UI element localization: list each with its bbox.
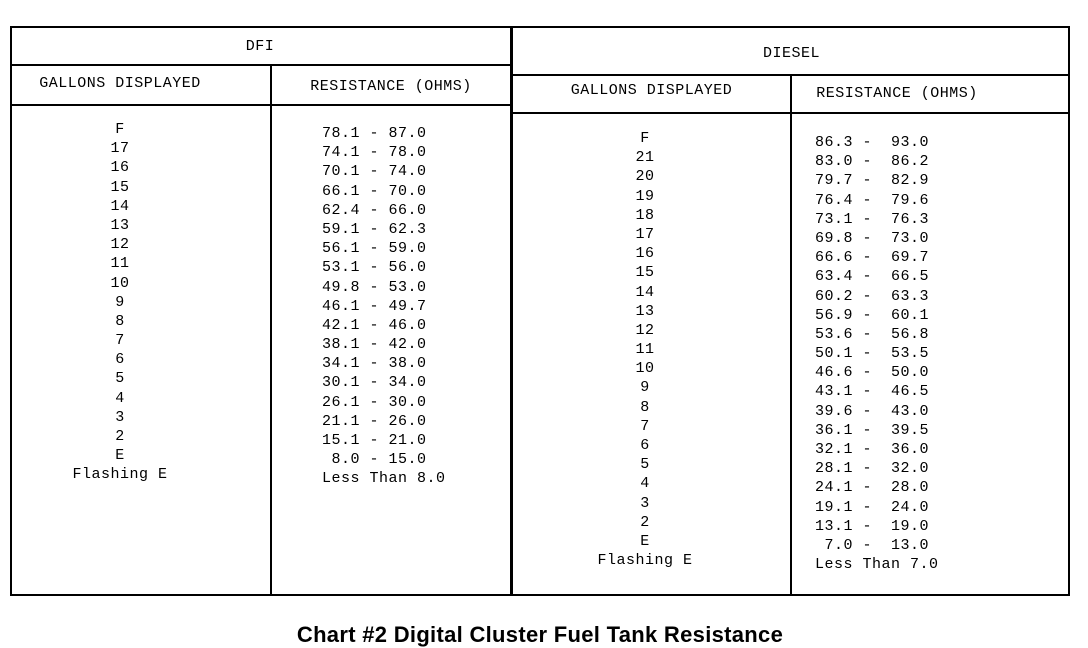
dfi-resistance-cell: 56.1 - 59.0 — [322, 240, 427, 258]
diesel-column-divider — [790, 74, 792, 596]
dfi-gallons-cell: 6 — [115, 351, 125, 369]
dfi-gallons-cell: 9 — [115, 293, 125, 311]
dfi-resistance-column — [322, 124, 502, 489]
dfi-gallons-cell: 13 — [110, 216, 130, 234]
diesel-resistance-cell: 39.6 - 43.0 — [815, 402, 930, 420]
diesel-resistance-cell: 43.1 - 46.5 — [815, 383, 930, 401]
table-border-top — [10, 26, 1070, 28]
diesel-title: DIESEL — [762, 45, 820, 62]
dfi-gallons-cell: 12 — [110, 236, 130, 254]
dfi-resistance-cell: 34.1 - 38.0 — [322, 355, 427, 373]
diesel-resistance-cell: 56.9 - 60.1 — [815, 306, 930, 324]
diesel-resistance-cell: 50.1 - 53.5 — [815, 345, 930, 363]
dfi-resistance-cell: 42.1 - 46.0 — [322, 316, 427, 334]
diesel-resistance-cell: 69.8 - 73.0 — [815, 229, 930, 247]
dfi-gallons-cell: 15 — [110, 178, 130, 196]
diesel-resistance-cell: 53.6 - 56.8 — [815, 325, 930, 343]
diesel-resistance-cell: 86.3 - 93.0 — [815, 134, 930, 151]
diesel-gallons-cell: 15 — [635, 264, 655, 282]
dfi-resistance-cell: 59.1 - 62.3 — [322, 220, 427, 238]
dfi-gallons-cell: 16 — [110, 159, 130, 177]
dfi-resistance-header: RESISTANCE (OHMS) — [310, 78, 472, 95]
diesel-gallons-column — [575, 129, 715, 570]
dfi-resistance-cell: 53.1 - 56.0 — [322, 259, 427, 277]
diesel-resistance-cell: 36.1 - 39.5 — [815, 421, 930, 439]
diesel-gallons-cell: 14 — [635, 283, 655, 301]
diesel-gallons-cell: 13 — [635, 302, 655, 320]
diesel-gallons-cell: Flashing E — [597, 552, 693, 570]
dfi-gallons-cell: 5 — [115, 370, 125, 388]
diesel-gallons-cell: 5 — [640, 456, 650, 474]
dfi-header-rule — [10, 104, 510, 106]
diesel-resistance-cell: 76.4 - 79.6 — [815, 191, 930, 209]
dfi-resistance-cell: 70.1 - 74.0 — [322, 163, 427, 181]
dfi-gallons-cell: 4 — [115, 389, 125, 407]
diesel-gallons-cell: 18 — [635, 206, 655, 224]
diesel-gallons-cell: 16 — [635, 245, 655, 263]
table-border-left — [10, 26, 12, 596]
dfi-gallons-cell: Flashing E — [72, 466, 168, 484]
diesel-resistance-cell: 19.1 - 24.0 — [815, 498, 930, 516]
dfi-resistance-cell: 78.1 - 87.0 — [322, 125, 427, 142]
diesel-gallons-cell: 8 — [640, 398, 650, 416]
dfi-gallons-cell: 7 — [115, 332, 125, 350]
diesel-resistance-cell: 7.0 - 13.0 — [815, 536, 930, 554]
diesel-gallons-cell: 10 — [635, 360, 655, 378]
dfi-resistance-cell: 30.1 - 34.0 — [322, 374, 427, 392]
dfi-resistance-cell: 26.1 - 30.0 — [322, 393, 427, 411]
dfi-gallons-cell: 3 — [115, 408, 125, 426]
diesel-gallons-cell: 20 — [635, 168, 655, 186]
table-border-bottom — [10, 594, 1070, 596]
diesel-resistance-cell: 28.1 - 32.0 — [815, 460, 930, 478]
diesel-resistance-cell: 32.1 - 36.0 — [815, 441, 930, 458]
diesel-gallons-cell: 4 — [640, 475, 650, 493]
dfi-gallons-cell: E — [115, 447, 125, 465]
dfi-title: DFI — [245, 38, 275, 55]
diesel-resistance-cell: 66.6 - 69.7 — [815, 249, 930, 267]
dfi-gallons-cell: 11 — [110, 255, 130, 273]
diesel-resistance-cell: 73.1 - 76.3 — [815, 210, 930, 228]
diesel-gallons-cell: 7 — [640, 417, 650, 435]
dfi-resistance-cell: 46.1 - 49.7 — [322, 297, 427, 315]
dfi-column-divider — [270, 64, 272, 596]
diesel-resistance-cell: 46.6 - 50.0 — [815, 364, 930, 382]
dfi-resistance-cell: 38.1 - 42.0 — [322, 336, 427, 354]
diesel-gallons-cell: 6 — [640, 437, 650, 454]
dfi-resistance-cell: 62.4 - 66.0 — [322, 201, 427, 219]
dfi-gallons-header: GALLONS DISPLAYED — [39, 75, 201, 92]
dfi-resistance-cell: 15.1 - 21.0 — [322, 432, 427, 449]
diesel-resistance-cell: 63.4 - 66.5 — [815, 268, 930, 286]
diesel-resistance-cell: 83.0 - 86.2 — [815, 153, 930, 171]
diesel-resistance-cell: 13.1 - 19.0 — [815, 517, 930, 535]
diesel-resistance-cell: 24.1 - 28.0 — [815, 479, 930, 497]
diesel-gallons-header: GALLONS DISPLAYED — [570, 82, 733, 99]
dfi-gallons-cell: 17 — [110, 140, 130, 158]
fuel-resistance-table — [10, 26, 1070, 647]
diesel-resistance-column — [815, 133, 1005, 574]
diesel-gallons-cell: F — [640, 130, 650, 147]
diesel-gallons-cell: 2 — [640, 513, 650, 531]
diesel-gallons-cell: 17 — [635, 225, 655, 243]
diesel-gallons-cell: 9 — [640, 379, 650, 397]
diesel-gallons-cell: 11 — [635, 341, 655, 359]
dfi-resistance-cell: 49.8 - 53.0 — [322, 278, 427, 296]
dfi-gallons-cell: 10 — [110, 274, 130, 292]
diesel-resistance-cell: 60.2 - 63.3 — [815, 287, 930, 305]
dfi-gallons-cell: F — [115, 121, 125, 138]
dfi-resistance-cell: 8.0 - 15.0 — [322, 451, 427, 469]
diesel-gallons-cell: 12 — [635, 321, 655, 339]
dfi-gallons-cell: 2 — [115, 428, 125, 445]
dfi-gallons-cell: 14 — [110, 197, 130, 215]
diesel-gallons-cell: 3 — [640, 494, 650, 512]
diesel-gallons-cell: 21 — [635, 149, 655, 167]
diesel-resistance-cell: Less Than 7.0 — [815, 556, 939, 574]
dfi-gallons-cell: 8 — [115, 312, 125, 330]
dfi-gallons-column — [50, 120, 190, 485]
diesel-resistance-header: RESISTANCE (OHMS) — [816, 85, 978, 102]
dfi-resistance-cell: 74.1 - 78.0 — [322, 144, 427, 162]
diesel-resistance-cell: 79.7 - 82.9 — [815, 172, 930, 190]
diesel-gallons-cell: E — [640, 532, 650, 550]
dfi-resistance-cell: 21.1 - 26.0 — [322, 412, 427, 430]
dfi-resistance-cell: Less Than 8.0 — [322, 470, 446, 488]
dfi-title-rule — [10, 64, 510, 66]
chart-caption: Chart #2 Digital Cluster Fuel Tank Resistance — [296, 622, 784, 647]
diesel-gallons-cell: 19 — [635, 187, 655, 205]
dfi-resistance-cell: 66.1 - 70.0 — [322, 182, 427, 200]
